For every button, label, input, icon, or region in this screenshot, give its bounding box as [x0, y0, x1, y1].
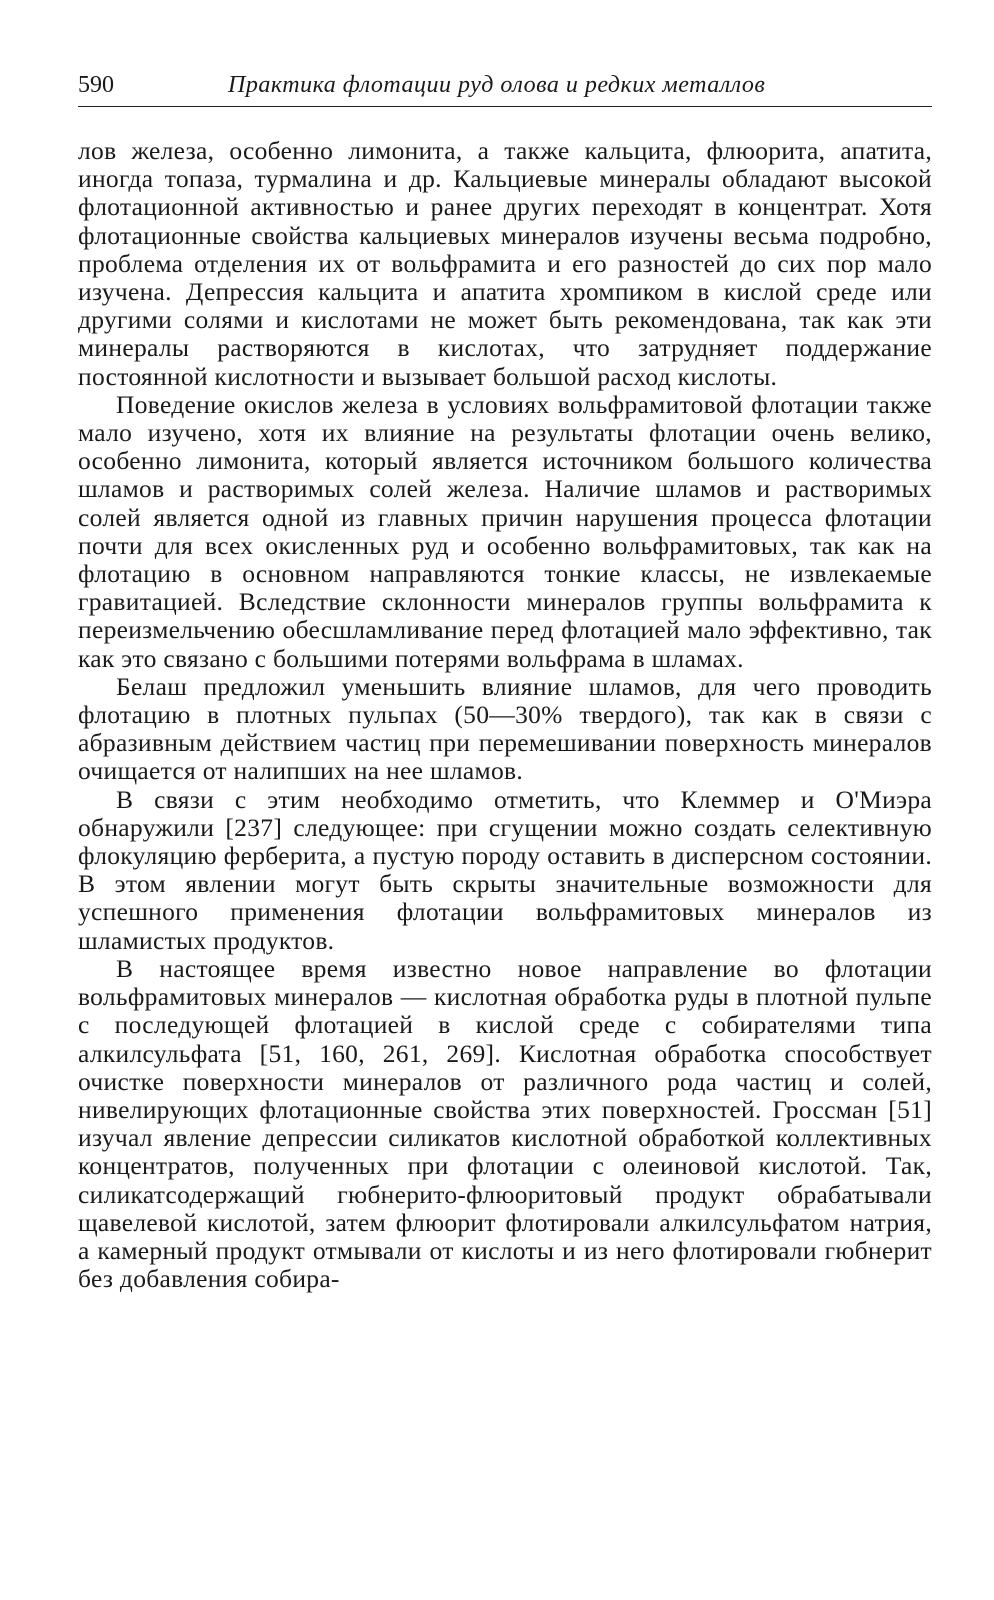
document-page [78, 62, 932, 1293]
body-text [78, 137, 932, 1293]
paragraph: В настоящее время известно новое направление во флотации вольфрамитовых минералов — кислотная обработка руды в плотной пульпе с последующей флотацией в кислой среде с собирателями типа алкилсульфата [51, 160, 261, 269]. Кислотная обработка способствует очистке поверхности минералов от различного рода частиц и солей, нивелирующих флотационные свойства этих поверхностей. Гроссман [51] изучал явление депрессии силикатов кислотной обработкой коллективных концентратов, полученных при флотации с олеиновой кислотой. Так, силикатсодержащий гюбнерито-флюоритовый продукт обрабатывали щавелевой кислотой, затем флюорит флотировали алкилсульфатом натрия, а камерный продукт отмывали от кислоты и из него флотировали гюбнерит без добавления собира- [78, 953, 932, 1294]
paragraph: Белаш предложил уменьшить влияние шламов, для чего проводить флотацию в плотных пульпах (50—30% твердого), так как в связи с абразивным действием частиц при перемешивании поверхность минералов очищается от налипших на нее шламов. [78, 671, 932, 786]
running-title: Практика флотации руд олова и редких металлов [228, 72, 766, 98]
page-number: 590 [78, 72, 114, 98]
paragraph: лов железа, особенно лимонита, а также кальцита, флюорита, апатита, иногда топаза, турмалина и др. Кальциевые минералы обладают высокой флотационной активностью и ранее других переходят в концентрат. Хотя флотационные свойства кальциевых минералов изучены весьма подробно, проблема отделения их от вольфрамита и его разностей до сих пор мало изучена. Депрессия кальцита и апатита хромпиком в кислой среде или другими солями и кислотами не может быть рекомендована, так как эти минералы растворяются в кислотах, что затрудняет поддержание постоянной кислотности и вызывает большой расход кислоты. [78, 136, 932, 391]
page-header [78, 62, 932, 107]
paragraph: В связи с этим необходимо отметить, что Клеммер и О'Миэра обнаружили [237] следующее: при сгущении можно создать селективную флокуляцию ферберита, а пустую породу оставить в дисперсном состоянии. В этом явлении могут быть скрыты значительные возможности для успешного применения флотации вольфрамитовых минералов из шламистых продуктов. [78, 784, 932, 955]
paragraph: Поведение окислов железа в условиях вольфрамитовой флотации также мало изучено, хотя их влияние на результаты флотации очень велико, особенно лимонита, который является источником большого количества шламов и растворимых солей железа. Наличие шламов и растворимых солей является одной из главных причин нарушения процесса флотации почти для всех окисленных руд и особенно вольфрамитовых, так как на флотацию в основном направляются тонкие классы, не извлекаемые гравитацией. Вследствие склонности минералов группы вольфрамита к переизмельчению обесшламливание перед флотацией мало эффективно, так как это связано с большими потерями вольфрама в шламах. [78, 389, 932, 673]
